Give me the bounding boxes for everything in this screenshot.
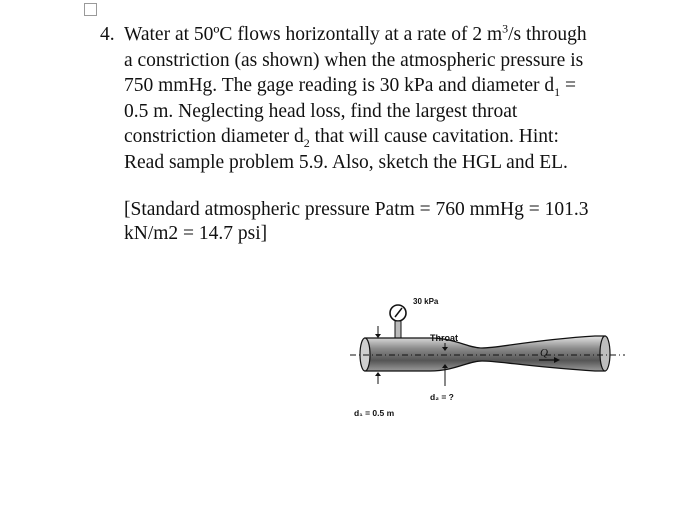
- flow-label: Q: [540, 347, 548, 359]
- venturi-figure: [340, 288, 640, 428]
- problem-line-5: constriction diameter $d_2$ that will cause cavitation. Hint:: [124, 126, 559, 150]
- venturi-pipe: [365, 336, 605, 371]
- d2-label: d₂ = ?: [430, 392, 454, 402]
- d1-label: d₁ = 0.5 m: [354, 408, 395, 418]
- problem-statement: [100, 22, 630, 175]
- gage-label: 30 kPa: [413, 297, 439, 306]
- problem-line-6: Read sample problem 5.9. Also, sketch the HGL and EL.: [124, 151, 568, 173]
- problem-line-1: Water at 50ºC flows horizontally at a rate of 2 $m^3/s$ through: [124, 21, 587, 45]
- empty-checkbox-icon[interactable]: [84, 3, 97, 16]
- throat-label: Throat: [430, 333, 458, 343]
- problem-number: 4.: [100, 24, 115, 45]
- pipe-outlet-end: [600, 336, 610, 371]
- problem-line-4: 0.5 m. Neglecting head loss, find the largest throat: [124, 100, 518, 122]
- problem-line-2: a constriction (as shown) when the atmospheric pressure is: [124, 49, 584, 71]
- problem-line-3: 750 mmHg. The gage reading is 30 kPa and diameter $d_1$ =: [124, 75, 577, 99]
- gage-stem: [395, 321, 401, 339]
- standard-line-2: kN/m2 = 14.7 psi]: [124, 223, 268, 244]
- standard-pressure-note: [124, 198, 588, 246]
- standard-line-1: [Standard atmospheric pressure Patm = 760 mmHg = 101.3: [124, 199, 589, 220]
